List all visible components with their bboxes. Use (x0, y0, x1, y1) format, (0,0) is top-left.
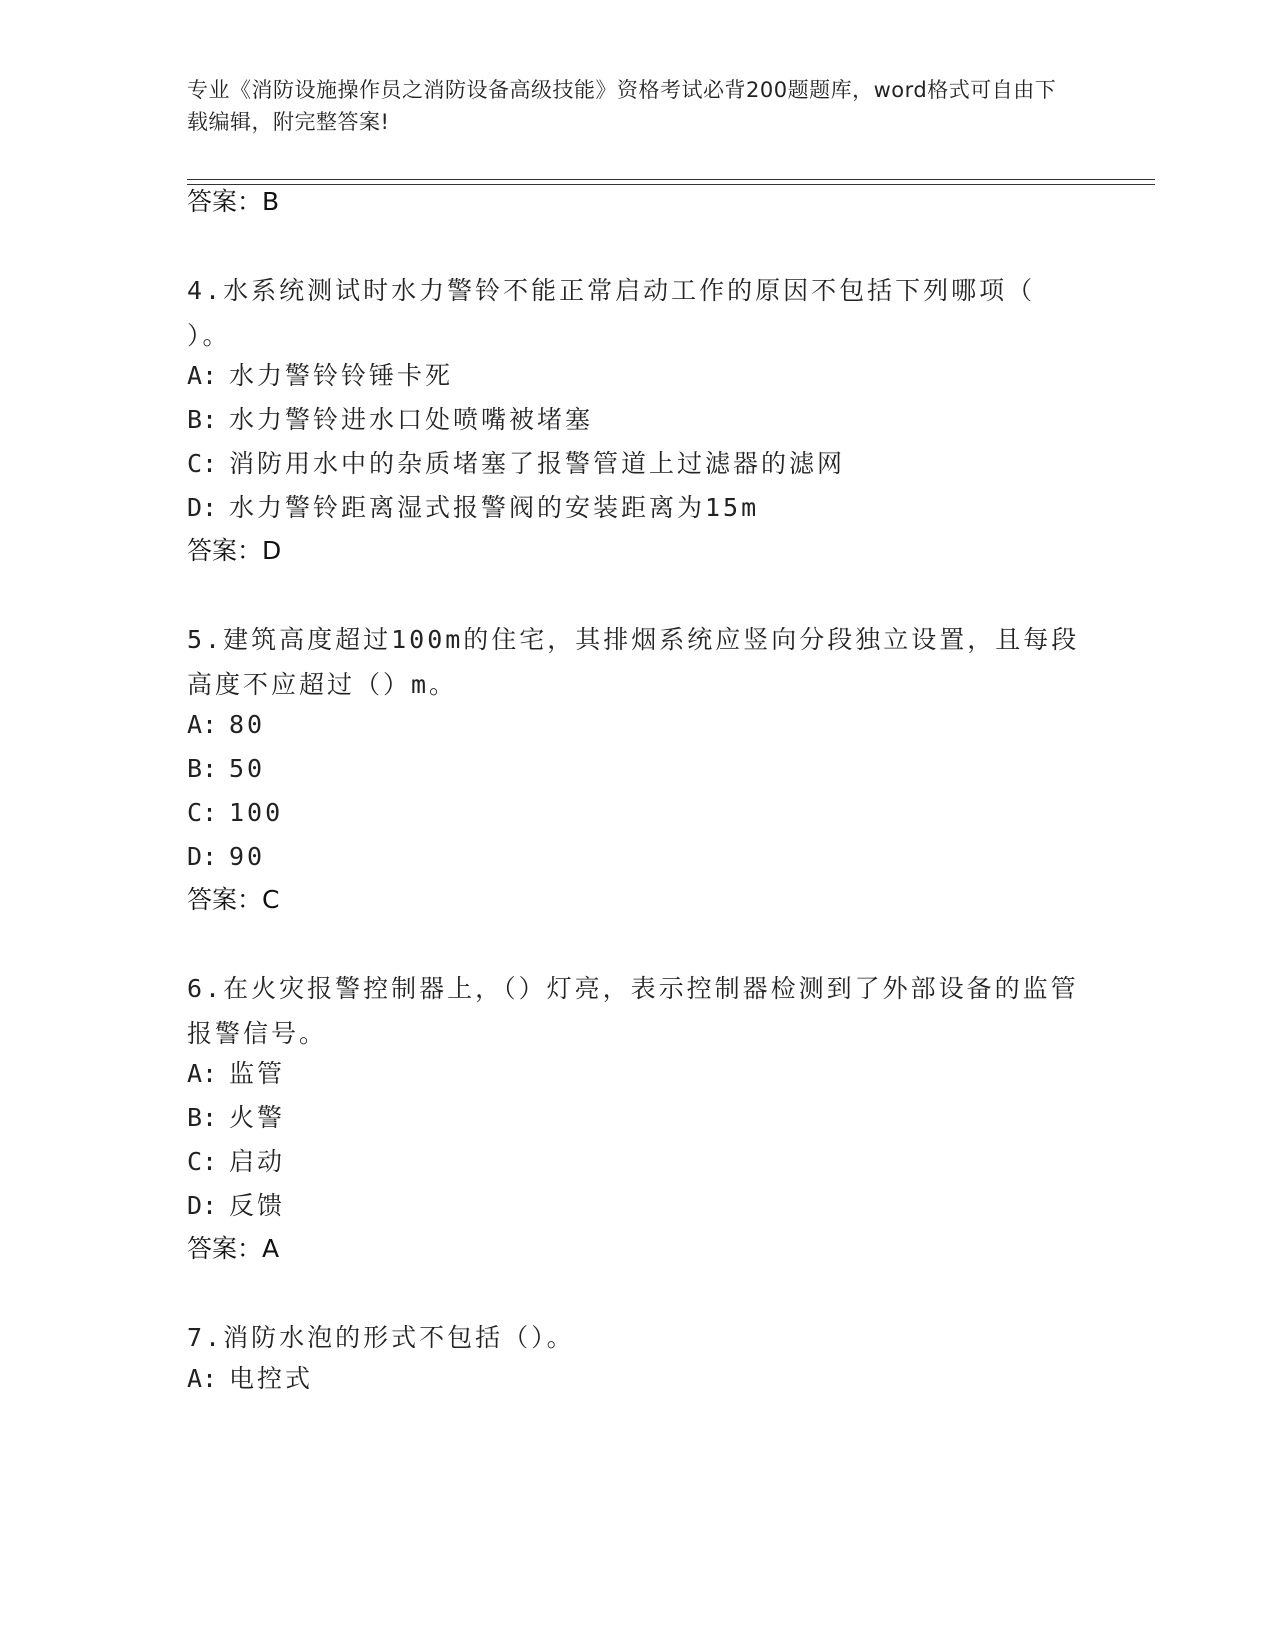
question-7-stem: 7.消防水泡的形式不包括（）。 (187, 1323, 575, 1352)
question-6-option-b (187, 1101, 285, 1135)
option-text: 反馈 (229, 1191, 286, 1220)
header-divider-top (187, 179, 1155, 180)
option-text: 100 (229, 798, 284, 827)
option-label: B: (187, 754, 218, 783)
question-6-option-d (187, 1189, 285, 1223)
option-text: 水力警铃铃锤卡死 (229, 361, 454, 390)
question-5-answer: 答案：C (187, 885, 280, 914)
option-text: 启动 (229, 1147, 286, 1176)
question-4-option-d (187, 491, 759, 525)
option-text: 水力警铃距离湿式报警阀的安装距离为15m (229, 493, 760, 522)
answer-previous: 答案：B (187, 187, 280, 216)
question-4-answer: 答案：D (187, 536, 282, 565)
option-label: D: (187, 493, 218, 522)
option-text: 电控式 (229, 1364, 314, 1393)
option-text: 80 (229, 710, 266, 739)
option-label: B: (187, 405, 218, 434)
option-label: A: (187, 361, 218, 390)
question-4-option-c (187, 447, 845, 481)
question-6-option-c (187, 1145, 285, 1179)
question-4-stem: 4.水系统测试时水力警铃不能正常启动工作的原因不包括下列哪项（ ）。 (187, 276, 1036, 350)
option-label: C: (187, 449, 218, 478)
question-6-answer: 答案：A (187, 1234, 280, 1263)
question-7-option-a (187, 1362, 313, 1396)
question-4-option-b (187, 403, 593, 437)
header-divider-bottom (187, 184, 1155, 185)
option-text: 消防用水中的杂质堵塞了报警管道上过滤器的滤网 (229, 449, 846, 478)
option-text: 90 (229, 842, 266, 871)
option-label: B: (187, 1103, 218, 1132)
question-6-option-a (187, 1057, 285, 1091)
question-4-option-a (187, 359, 453, 393)
option-label: D: (187, 1191, 218, 1220)
question-6-stem: 6.在火灾报警控制器上，（）灯亮，表示控制器检测到了外部设备的监管报警信号。 (187, 974, 1079, 1048)
option-label: A: (187, 710, 218, 739)
question-5-option-d (187, 840, 265, 874)
option-text: 50 (229, 754, 266, 783)
option-label: C: (187, 798, 218, 827)
option-text: 水力警铃进水口处喷嘴被堵塞 (229, 405, 594, 434)
question-5-option-b (187, 752, 265, 786)
question-5-stem: 5.建筑高度超过100m的住宅，其排烟系统应竖向分段独立设置，且每段高度不应超过（）m。 (187, 625, 1080, 699)
option-text: 火警 (229, 1103, 286, 1132)
option-label: C: (187, 1147, 218, 1176)
question-5-option-c (187, 796, 283, 830)
document-intro: 专业《消防设施操作员之消防设备高级技能》资格考试必背200题题库，word格式可自由下载编辑，附完整答案! (187, 78, 1057, 134)
option-label: D: (187, 842, 218, 871)
option-label: A: (187, 1059, 218, 1088)
option-text: 监管 (229, 1059, 286, 1088)
option-label: A: (187, 1364, 218, 1393)
question-5-option-a (187, 708, 265, 742)
